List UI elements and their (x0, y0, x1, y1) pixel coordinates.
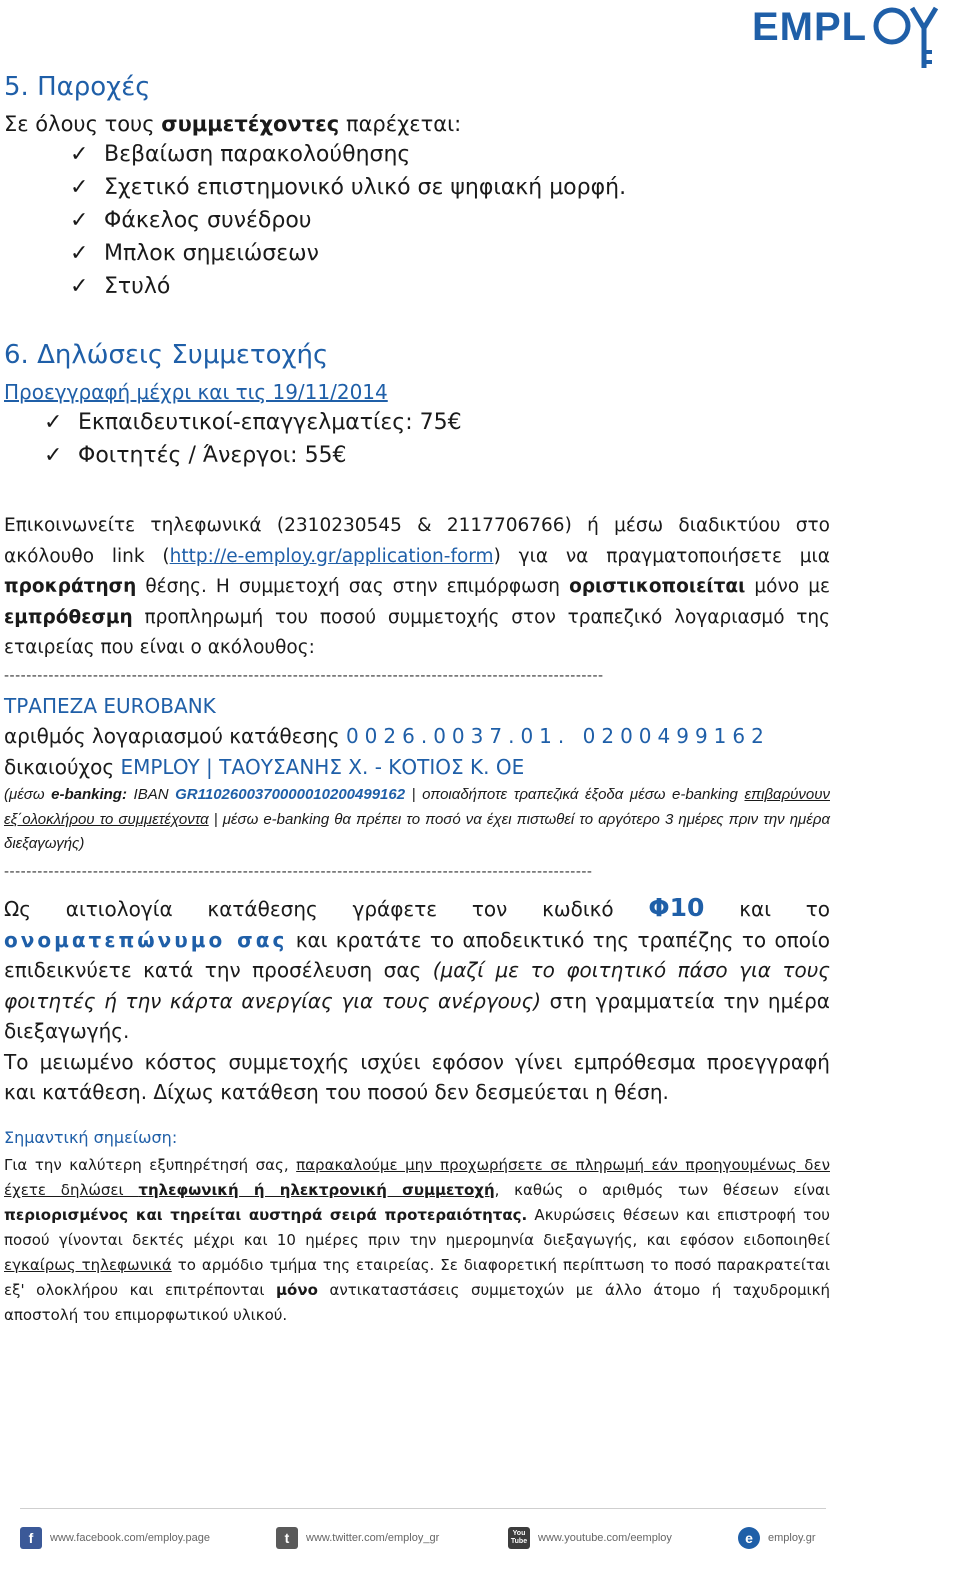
divider: ---------------------------------------------------------------------------------------------------------- (4, 864, 593, 880)
footer-facebook[interactable]: f www.facebook.com/employ.page (20, 1527, 210, 1549)
footer-youtube[interactable]: You Tube www.youtube.com/eemploy (508, 1527, 672, 1549)
price-item: ✓ Εκπαιδευτικοί-επαγγελματίες: 75€ (44, 410, 462, 435)
benefit-item: ✓ Μπλοκ σημειώσεων (70, 241, 319, 266)
name-label: ονοματεπώνυμο σας (4, 927, 288, 952)
beneficiary-line: δικαιούχος EMPLOY | ΤΑΟΥΣΑΝΗΣ Χ. - ΚΟΤΙΟΣ Κ. ΟΕ (4, 755, 525, 779)
payment-code: Φ10 (648, 893, 705, 922)
twitter-icon: t (276, 1527, 298, 1549)
checkmark-icon: ✓ (70, 241, 89, 266)
section-5-heading: 5. Παροχές (4, 72, 151, 102)
checkmark-icon: ✓ (44, 443, 63, 468)
iban-number: GR1102600370000010200499162 (175, 786, 406, 803)
divider: ------------------------------------------------------------------------------------------------------------ (4, 668, 604, 684)
youtube-icon: You Tube (508, 1527, 530, 1549)
employ-logo (752, 2, 948, 72)
website-icon: e (738, 1527, 760, 1549)
payment-instructions: Ως αιτιολογία κατάθεσης γράφετε τον κωδικό Φ10 και το ονοματεπώνυμο σας και κρατάτε το αποδεικτικό της τραπέζης το οποίο επιδεικνύετε κατά την προσέλευση σας (μαζί με το φοιτητικό πάσο για τους φοιτητές ή την κάρτα ανεργίας για τους ανέργους) στη γραμματεία την ημέρα διεξαγωγής. Το μειωμένο κόστος συμμετοχής ισχύει εφόσον γίνει εμπρόθεσμα προεγγραφή και κατάθεση. Δίχως κατάθεση του ποσού δεν δεσμεύεται η θέση. (4, 893, 831, 1104)
account-line: αριθμός λογαριασμού κατάθεσης 0026.0037.01. 0200499162 (4, 724, 770, 748)
benefit-item: ✓ Σχετικό επιστημονικό υλικό σε ψηφιακή μορφή. (70, 175, 627, 200)
price-item: ✓ Φοιτητές / Άνεργοι: 55€ (44, 443, 347, 468)
application-form-link[interactable]: http://e-employ.gr/application-form (169, 545, 494, 567)
account-number: 0026.0037.01. 0200499162 (345, 724, 770, 748)
benefit-item: ✓ Βεβαίωση παρακολούθησης (70, 142, 411, 167)
benefit-item: ✓ Στυλό (70, 274, 171, 299)
footer-website[interactable]: e employ.gr (738, 1527, 815, 1549)
contact-paragraph: Επικοινωνείτε τηλεφωνικά (2310230545 & 2117706766) ή μέσω διαδικτύου στο ακόλουθο link (http://e-employ.gr/application-form) για να πραγματοποιήσετε μια προκράτηση θέσης. Η συμμετοχή σας στην επιμόρφωση οριστικοποιείται μόνο με εμπρόθεσμη προπληρωμή του ποσού συμμετοχής στον τραπεζικό λογαριασμό της εταιρείας που είναι ο ακόλουθος: (4, 515, 831, 658)
checkmark-icon: ✓ (70, 208, 89, 233)
checkmark-icon: ✓ (70, 274, 89, 299)
checkmark-icon: ✓ (70, 175, 89, 200)
facebook-icon: f (20, 1527, 42, 1549)
important-note-heading: Σημαντική σημείωση: (4, 1128, 178, 1147)
benefit-item: ✓ Φάκελος συνέδρου (70, 208, 312, 233)
checkmark-icon: ✓ (70, 142, 89, 167)
important-note-text: Για την καλύτερη εξυπηρέτησή σας, παρακαλούμε μην προχωρήσετε σε πληρωμή εάν προηγουμένως δεν έχετε δηλώσει τηλεφωνική ή ηλεκτρονική συμμετοχή, καθώς ο αριθμός των θέσεων είναι περιορισμένος και τηρείται αυστηρά σειρά προτεραιότητας. Ακυρώσεις θέσεων και επιστροφή του ποσού γίνονται δεκτές μέχρι και 10 ημέρες πριν την ημερομηνία διεξαγωγής, και εφόσον ειδοποιηθεί εγκαίρως τηλεφωνικά το αρμόδιο τμήμα της εταιρείας. Σε διαφορετική περίπτωση το ποσό παρακρατείται εξ' ολοκλήρου και επιτρέπονται μόνο αντικαταστάσεις συμμετοχών με άλλο άτομο ή ταχυδρομική αποστολή του επιμορφωτικού υλικού. (4, 1156, 830, 1324)
beneficiary-name: EMPLOY | ΤΑΟΥΣΑΝΗΣ Χ. - ΚΟΤΙΟΣ Κ. ΟΕ (120, 755, 525, 779)
page-footer (20, 1508, 826, 1567)
bank-name: ΤΡΑΠΕΖΑ EUROBANK (4, 694, 216, 718)
svg-text:EMPL: EMPL (752, 5, 868, 49)
preregistration-deadline: Προεγγραφή μέχρι και τις 19/11/2014 (4, 380, 388, 404)
checkmark-icon: ✓ (44, 410, 63, 435)
section-6-heading: 6. Δηλώσεις Συμμετοχής (4, 340, 329, 370)
footer-twitter[interactable]: t www.twitter.com/employ_gr (276, 1527, 439, 1549)
iban-note: (μέσω e-banking: IBAN GR1102600370000010200499162 | οποιαδήποτε τραπεζικά έξοδα μέσω e-banking επιβαρύνουν εξ΄ολοκλήρου το συμμετέχοντα | μέσω e-banking θα πρέπει το ποσό να έχει πιστωθεί το αργότερο 3 ημέρες πριν την ημέρα διεξαγωγής) (4, 786, 830, 852)
benefits-intro: Σε όλους τους συμμετέχοντες παρέχεται: (4, 112, 462, 136)
